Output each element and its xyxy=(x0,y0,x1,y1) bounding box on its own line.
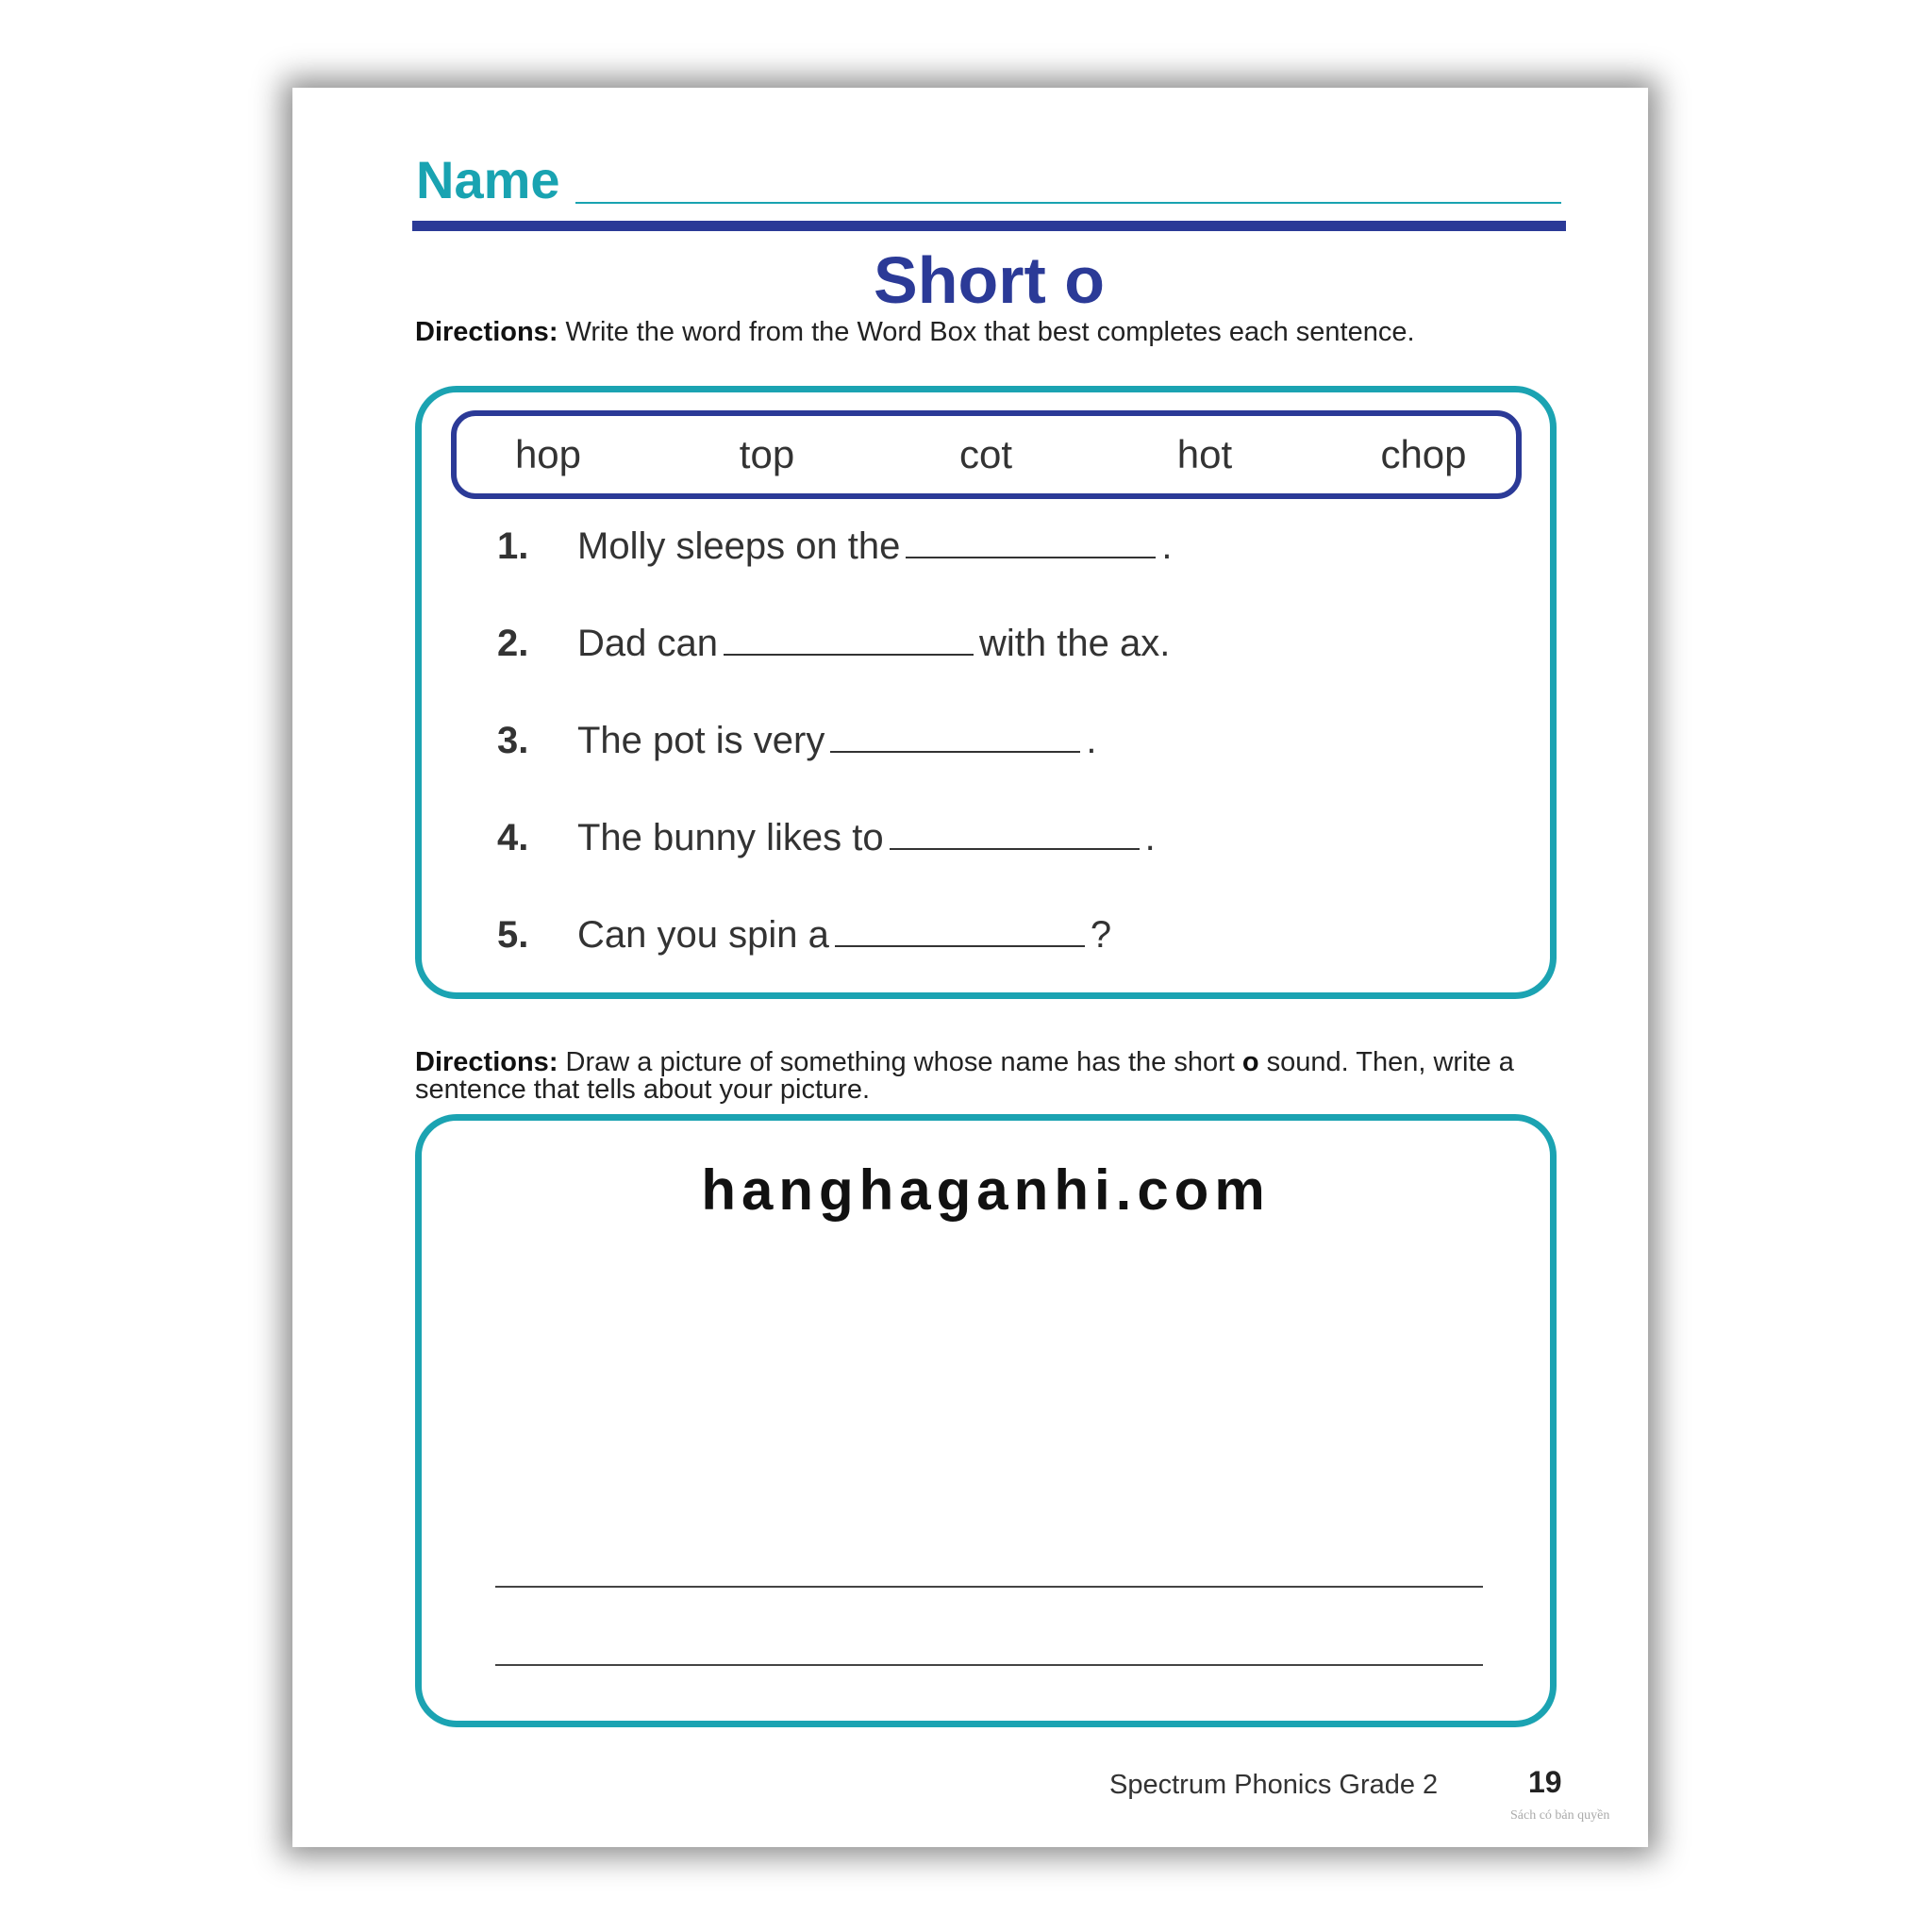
item-text-after: . xyxy=(1144,817,1156,858)
word-box-word: hop xyxy=(514,432,582,476)
name-label: Name xyxy=(416,150,560,209)
item-text-before: The pot is very xyxy=(577,720,825,761)
sentence-write-line[interactable] xyxy=(495,1664,1483,1666)
directions-1-text: Write the word from the Word Box that best completes each sentence. xyxy=(558,317,1415,347)
answer-blank[interactable] xyxy=(724,616,974,656)
directions-2-text-end: sound. Then, write a sentence that tells about your picture. xyxy=(415,1047,1514,1105)
sentence-write-line[interactable] xyxy=(495,1586,1483,1588)
answer-blank[interactable] xyxy=(906,519,1156,558)
item-text-before: Molly sleeps on the xyxy=(577,525,901,567)
sentence-item xyxy=(497,810,1156,859)
item-text-before: Can you spin a xyxy=(577,914,829,956)
item-number: 1. xyxy=(497,525,529,567)
word-box-word: top xyxy=(739,432,795,476)
sentence-item xyxy=(497,908,1111,957)
word-box-word: chop xyxy=(1380,432,1467,476)
sentence-item xyxy=(497,713,1096,762)
sentence-item xyxy=(497,616,1170,665)
answer-blank[interactable] xyxy=(890,810,1140,850)
item-text-after: with the ax. xyxy=(978,623,1171,664)
directions-1-label: Directions: xyxy=(415,317,558,347)
name-write-line xyxy=(575,202,1561,204)
item-number: 4. xyxy=(497,817,529,858)
book-title: Spectrum Phonics Grade 2 xyxy=(1109,1770,1439,1800)
header-rule xyxy=(412,221,1566,231)
directions-2 xyxy=(415,1049,1566,1104)
word-box-word: cot xyxy=(958,432,1013,476)
directions-1 xyxy=(415,319,1566,346)
item-text-before: Dad can xyxy=(577,623,718,664)
directions-2-bold-letter: o xyxy=(1241,1047,1259,1077)
website-watermark: hanghaganhi.com xyxy=(701,1158,1271,1222)
item-number: 3. xyxy=(497,720,529,761)
item-text-after: . xyxy=(1086,720,1097,761)
word-box xyxy=(451,410,1522,499)
answer-blank[interactable] xyxy=(835,908,1085,947)
page-number: 19 xyxy=(1528,1765,1562,1799)
item-text-before: The bunny likes to xyxy=(577,817,884,858)
sentence-item xyxy=(497,519,1173,568)
copyright-note: Sách có bản quyền xyxy=(1510,1808,1610,1823)
word-box-word: hot xyxy=(1176,432,1233,476)
page-title: Short o xyxy=(874,243,1105,317)
item-number: 2. xyxy=(497,623,529,664)
item-text-after: ? xyxy=(1090,914,1112,956)
directions-2-text: Draw a picture of something whose name has the short xyxy=(558,1047,1242,1077)
directions-2-label: Directions: xyxy=(415,1047,558,1077)
item-number: 5. xyxy=(497,914,529,956)
item-text-after: . xyxy=(1161,525,1173,567)
answer-blank[interactable] xyxy=(830,713,1080,753)
